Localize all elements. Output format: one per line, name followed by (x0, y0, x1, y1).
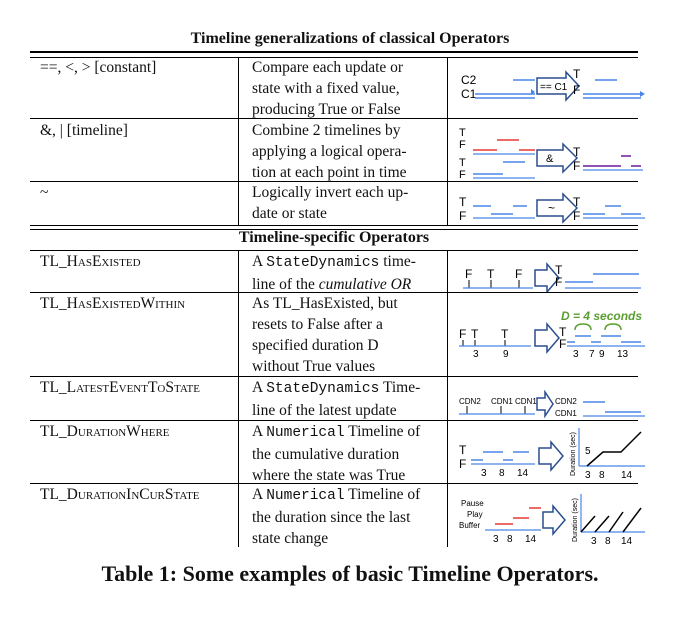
op-logic: &, | [timeline] (40, 122, 128, 139)
diagram-durationwhere (455, 424, 655, 482)
svg-text:CDN1: CDN1 (555, 409, 577, 418)
svg-text:T: T (555, 263, 563, 277)
svg-text:T: T (459, 127, 466, 139)
desc-durationincurstate: A Numerical Timeline of the duration since the last state change (252, 486, 421, 547)
svg-text:9: 9 (503, 349, 509, 360)
col-rule-2a (447, 57, 448, 225)
diagram-invert (455, 186, 655, 224)
label-f: F (573, 83, 581, 97)
svg-text:3: 3 (493, 534, 499, 545)
svg-text:Buffer: Buffer (459, 521, 481, 530)
op-hasexisted: TL_HasExisted (40, 253, 141, 270)
diagram-durationincurstate (455, 488, 655, 546)
svg-text:T: T (573, 195, 581, 209)
svg-text:F: F (459, 327, 467, 341)
svg-text:3: 3 (481, 468, 487, 479)
svg-text:Duration (sec): Duration (sec) (572, 498, 579, 542)
svg-text:3: 3 (473, 349, 479, 360)
svg-text:T: T (471, 327, 479, 341)
label-c1: C1 (461, 87, 477, 101)
label-c2: C2 (461, 73, 477, 87)
svg-text:CDN1: CDN1 (491, 397, 513, 406)
diagram-latestevent (455, 390, 655, 420)
svg-text:Pause: Pause (461, 499, 484, 508)
svg-text:9: 9 (599, 349, 605, 360)
op-compare: ==, <, > [constant] (40, 59, 157, 76)
op-hasexistedwithin: TL_HasExistedWithin (40, 295, 186, 312)
diagram-logic (455, 122, 655, 180)
svg-text:F: F (465, 267, 473, 281)
label-t: T (573, 67, 581, 81)
svg-text:F: F (459, 169, 466, 180)
diagram-compare (455, 60, 655, 116)
svg-text:3: 3 (591, 536, 597, 546)
svg-text:13: 13 (617, 349, 629, 360)
svg-text:T: T (487, 267, 495, 281)
svg-text:T: T (501, 327, 509, 341)
svg-text:F: F (573, 209, 581, 223)
svg-text:F: F (459, 139, 466, 151)
table-caption: Table 1: Some examples of basic Timeline Operators. (101, 561, 599, 586)
desc-durationwhere: A Numerical Timeline of the cumulative duration where the state was True (252, 423, 421, 484)
svg-text:Play: Play (467, 510, 483, 519)
svg-text:~: ~ (548, 201, 556, 215)
svg-text:D = 4 seconds: D = 4 seconds (561, 309, 643, 323)
table-top-caption: Timeline generalizations of classical Operators (190, 30, 510, 47)
svg-text:8: 8 (499, 468, 505, 479)
svg-text:8: 8 (599, 470, 605, 481)
desc-compare: Compare each update or state with a fixed value, producing True or False (252, 59, 404, 118)
svg-text:F: F (559, 337, 567, 351)
svg-text:7: 7 (589, 349, 595, 360)
svg-text:8: 8 (605, 536, 611, 546)
svg-text:14: 14 (621, 470, 633, 481)
svg-text:F: F (515, 267, 523, 281)
svg-text:5: 5 (585, 446, 591, 457)
op-durationincurstate: TL_DurationInCurState (40, 486, 200, 503)
svg-text:CDN2: CDN2 (459, 397, 481, 406)
label-op: == C1 (540, 82, 568, 93)
desc-hasexistedwithin: As TL_HasExisted, but resets to False after a specified duration D without True values (252, 295, 398, 375)
col-rule-2b (447, 250, 448, 547)
rule-top (30, 51, 638, 53)
svg-text:F: F (573, 159, 581, 173)
svg-text:Duration (sec): Duration (sec) (570, 432, 577, 476)
svg-text:&: & (546, 153, 554, 165)
desc-hasexisted: A StateDynamics time- line of the cumulative OR (252, 253, 416, 293)
svg-text:CDN2: CDN2 (555, 397, 577, 406)
svg-text:3: 3 (585, 470, 591, 481)
svg-text:T: T (459, 195, 467, 209)
desc-invert: Logically invert each up- date or state (252, 184, 409, 222)
op-latesteventtostate: TL_LatestEventToState (40, 379, 200, 396)
desc-logic: Combine 2 timelines by applying a logical opera- tion at each point in time (252, 122, 407, 181)
svg-text:14: 14 (621, 536, 633, 546)
svg-text:F: F (459, 457, 467, 471)
section-header-timeline-specific: Timeline-specific Operators (238, 229, 430, 246)
svg-text:3: 3 (573, 349, 579, 360)
svg-text:F: F (555, 275, 563, 289)
desc-latesteventtostate: A StateDynamics Time- line of the latest update (252, 379, 421, 419)
svg-text:T: T (559, 325, 567, 339)
svg-text:14: 14 (517, 468, 529, 479)
diagram-hasexistedwithin (455, 300, 655, 366)
op-durationwhere: TL_DurationWhere (40, 423, 170, 440)
svg-text:CDN1: CDN1 (515, 397, 537, 406)
svg-text:14: 14 (525, 534, 537, 545)
svg-text:F: F (459, 209, 467, 223)
op-invert: ~ (40, 184, 49, 201)
svg-text:T: T (459, 443, 467, 457)
diagram-hasexisted (455, 254, 655, 292)
rule-row3 (30, 225, 638, 226)
svg-text:T: T (573, 145, 581, 159)
svg-text:T: T (459, 157, 466, 169)
svg-text:8: 8 (507, 534, 513, 545)
